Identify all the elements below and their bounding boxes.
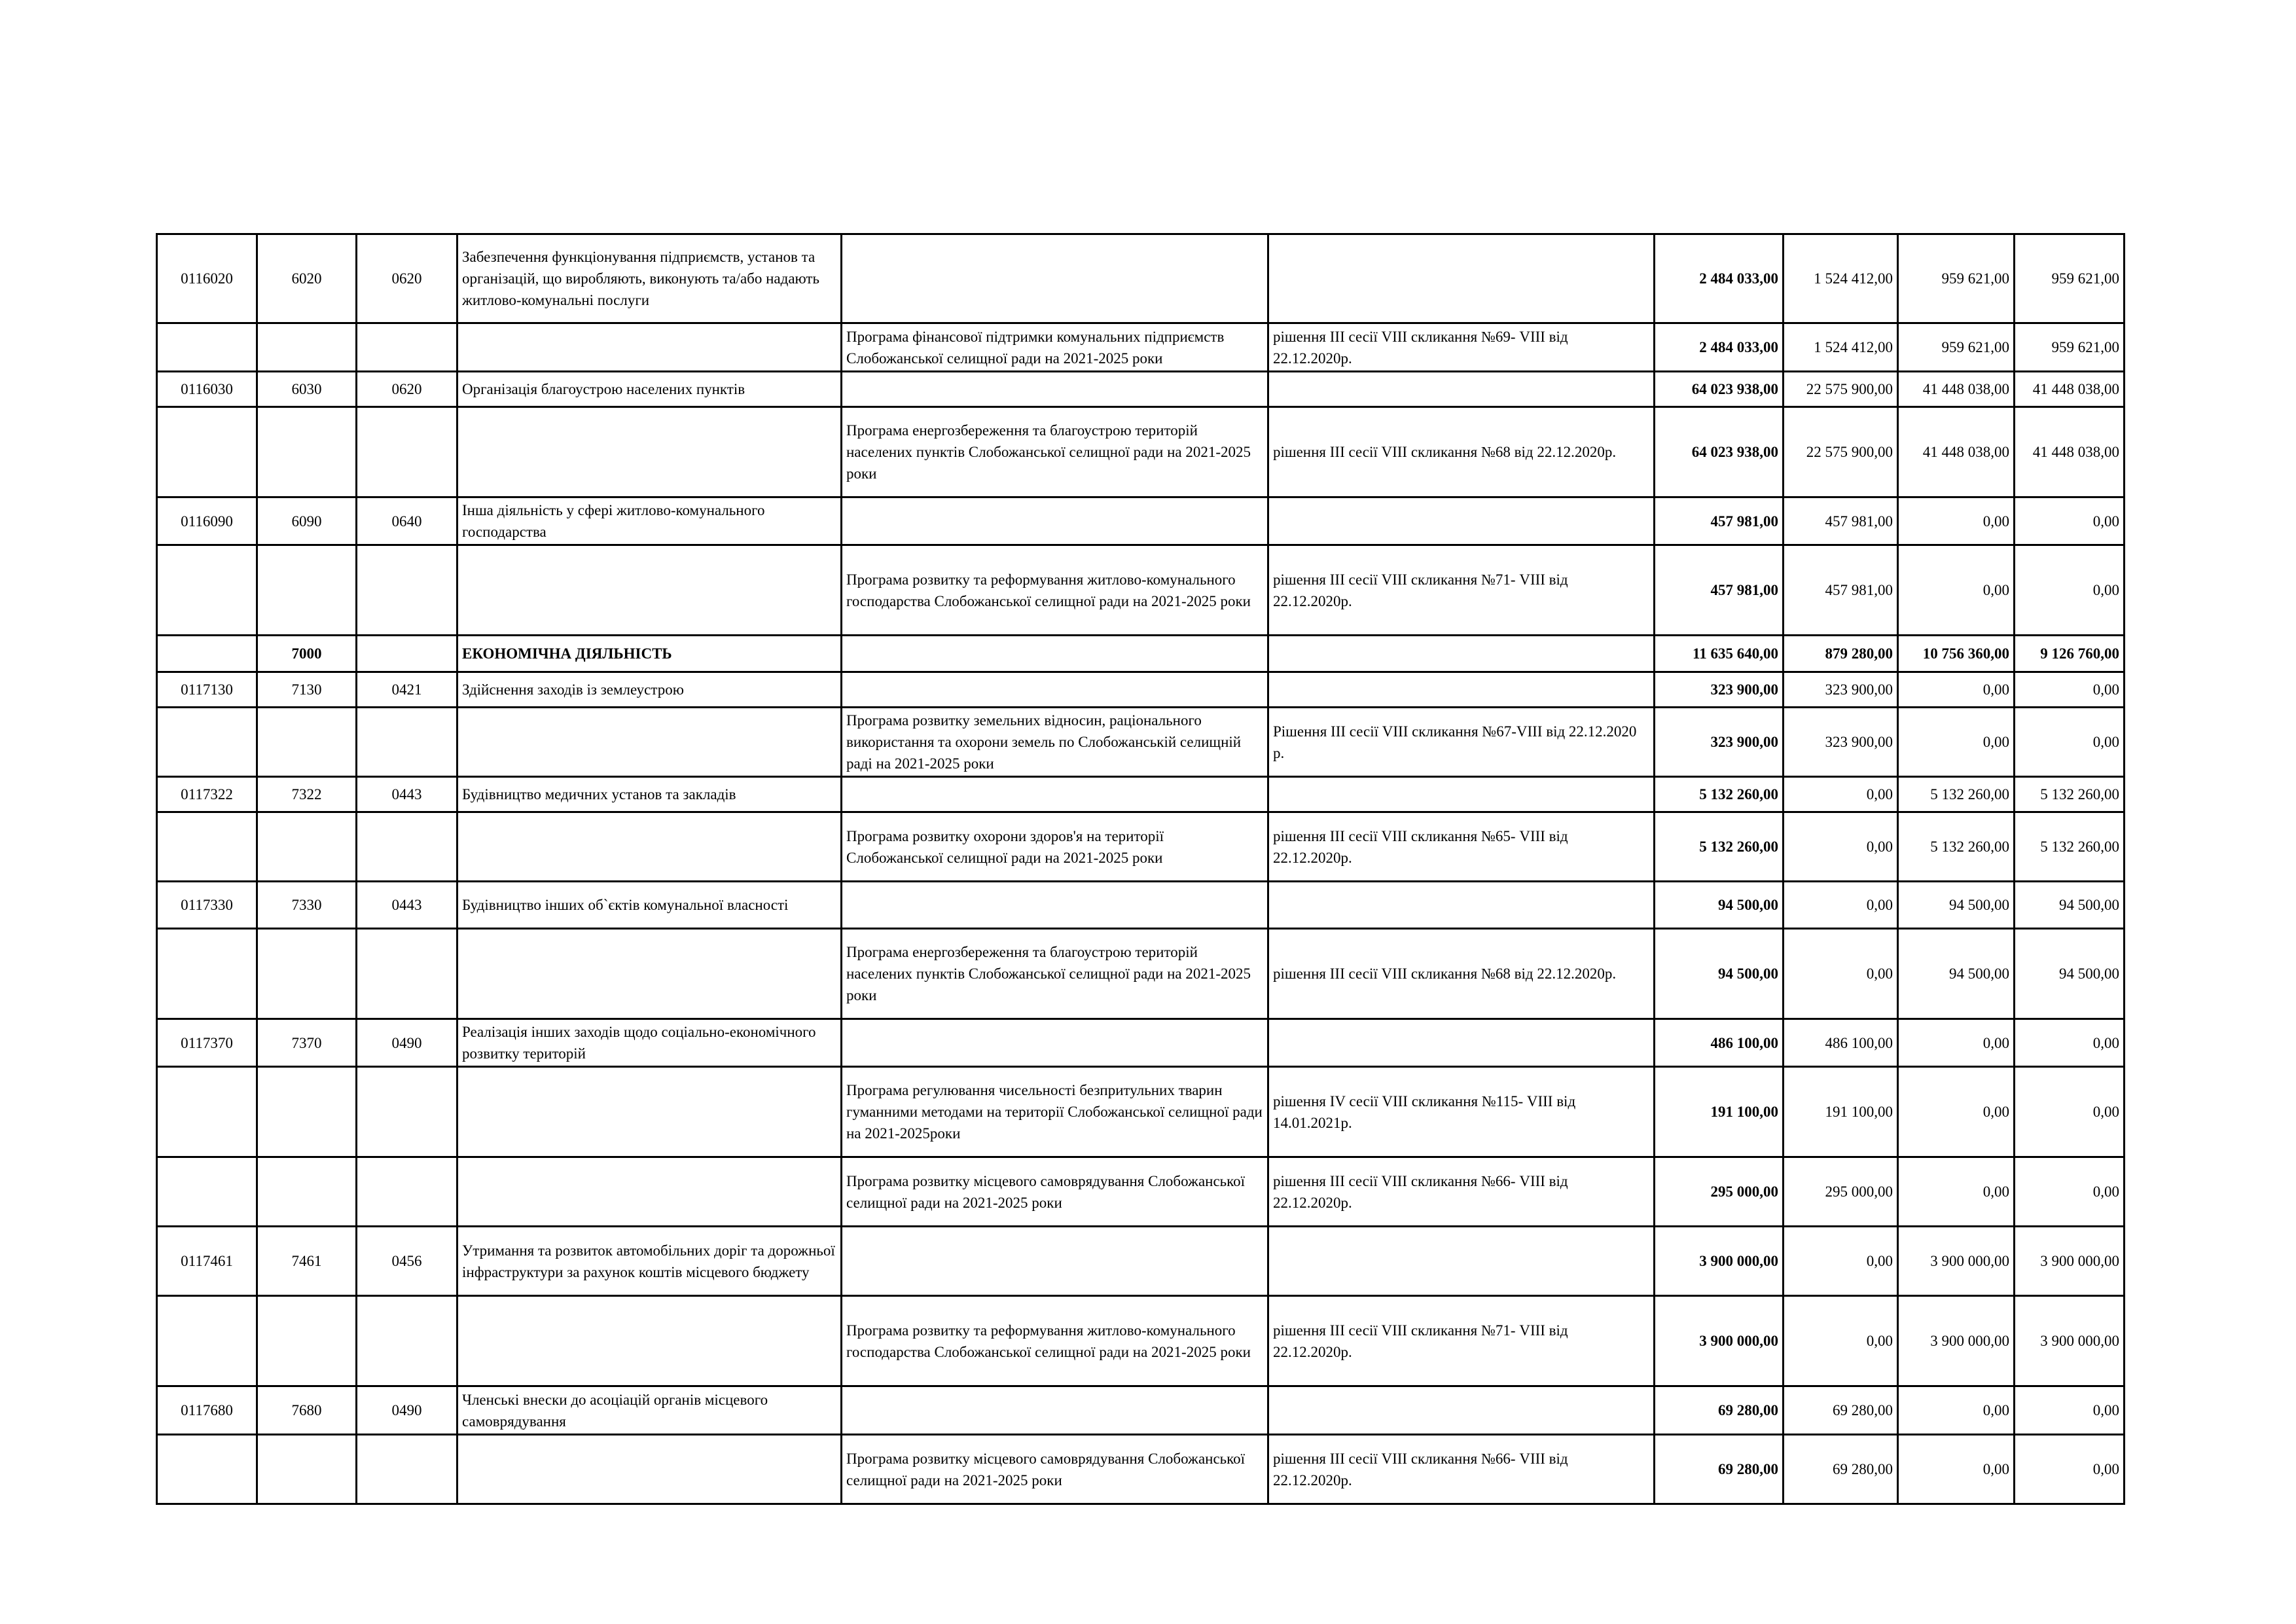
cell-development-budget: 41 448 038,00 xyxy=(2015,407,2125,497)
cell-kpkv: 0117680 xyxy=(157,1386,257,1435)
cell-kpkv xyxy=(157,929,257,1019)
cell-total: 2 484 033,00 xyxy=(1655,323,1784,372)
cell-kfk: 7322 xyxy=(257,777,357,812)
cell-development-budget: 5 132 260,00 xyxy=(2015,777,2125,812)
cell-program xyxy=(842,777,1268,812)
cell-general-fund: 0,00 xyxy=(1784,1227,1898,1296)
cell-total: 295 000,00 xyxy=(1655,1157,1784,1227)
cell-name: Утримання та розвиток автомобільних доріг та дорожньої інфраструктури за рахунок коштів місцевого бюджету xyxy=(457,1227,842,1296)
cell-total: 94 500,00 xyxy=(1655,882,1784,929)
cell-kfk: 7461 xyxy=(257,1227,357,1296)
cell-special-fund: 0,00 xyxy=(1898,1067,2015,1157)
cell-decision: рішення ІІІ сесії VIII скликання №68 від 22.12.2020р. xyxy=(1268,929,1655,1019)
cell-total: 323 900,00 xyxy=(1655,708,1784,777)
cell-kfkvk xyxy=(357,545,457,636)
table-row xyxy=(157,323,2125,372)
table-row xyxy=(157,1067,2125,1157)
cell-kfkvk xyxy=(357,708,457,777)
document-sheet xyxy=(156,233,2123,1505)
cell-kfk xyxy=(257,1435,357,1504)
cell-name xyxy=(457,708,842,777)
cell-general-fund: 323 900,00 xyxy=(1784,708,1898,777)
cell-decision: рішення ІІІ сесії VIII скликання №66- VIII від 22.12.2020р. xyxy=(1268,1435,1655,1504)
cell-general-fund: 69 280,00 xyxy=(1784,1386,1898,1435)
cell-development-budget: 0,00 xyxy=(2015,1386,2125,1435)
cell-development-budget: 0,00 xyxy=(2015,545,2125,636)
cell-development-budget: 3 900 000,00 xyxy=(2015,1296,2125,1386)
cell-name xyxy=(457,812,842,882)
cell-kpkv: 0117461 xyxy=(157,1227,257,1296)
cell-special-fund: 0,00 xyxy=(1898,545,2015,636)
table-row xyxy=(157,545,2125,636)
cell-total: 191 100,00 xyxy=(1655,1067,1784,1157)
cell-program: Програма розвитку та реформування житлово-комунального господарства Слобожанської селищної ради на 2021-2025 роки xyxy=(842,1296,1268,1386)
cell-development-budget: 959 621,00 xyxy=(2015,234,2125,323)
cell-general-fund: 1 524 412,00 xyxy=(1784,323,1898,372)
table-row xyxy=(157,497,2125,545)
cell-general-fund: 295 000,00 xyxy=(1784,1157,1898,1227)
cell-name: Членські внески до асоціацій органів місцевого самоврядування xyxy=(457,1386,842,1435)
cell-kpkv xyxy=(157,1435,257,1504)
cell-general-fund: 69 280,00 xyxy=(1784,1435,1898,1504)
cell-kpkv xyxy=(157,323,257,372)
cell-kpkv xyxy=(157,545,257,636)
cell-kfkvk: 0640 xyxy=(357,497,457,545)
cell-kfk xyxy=(257,545,357,636)
cell-name xyxy=(457,323,842,372)
cell-total: 64 023 938,00 xyxy=(1655,407,1784,497)
cell-special-fund: 959 621,00 xyxy=(1898,323,2015,372)
table-row xyxy=(157,672,2125,708)
cell-kfk xyxy=(257,1067,357,1157)
cell-kfk: 7130 xyxy=(257,672,357,708)
cell-program: Програма енергозбереження та благоустрою територій населених пунктів Слобожанської селищної ради на 2021-2025 роки xyxy=(842,929,1268,1019)
cell-name: Організація благоустрою населених пунктів xyxy=(457,372,842,407)
cell-program xyxy=(842,636,1268,672)
cell-general-fund: 0,00 xyxy=(1784,1296,1898,1386)
cell-total: 5 132 260,00 xyxy=(1655,812,1784,882)
cell-program: Програма розвитку охорони здоров'я на території Слобожанської селищної ради на 2021-2025 роки xyxy=(842,812,1268,882)
cell-general-fund: 0,00 xyxy=(1784,882,1898,929)
cell-development-budget: 0,00 xyxy=(2015,672,2125,708)
cell-general-fund: 457 981,00 xyxy=(1784,497,1898,545)
cell-total: 323 900,00 xyxy=(1655,672,1784,708)
cell-kfkvk: 0421 xyxy=(357,672,457,708)
cell-special-fund: 3 900 000,00 xyxy=(1898,1227,2015,1296)
cell-total: 11 635 640,00 xyxy=(1655,636,1784,672)
cell-kfkvk: 0490 xyxy=(357,1019,457,1067)
cell-name xyxy=(457,1067,842,1157)
cell-general-fund: 0,00 xyxy=(1784,812,1898,882)
cell-kpkv: 0116030 xyxy=(157,372,257,407)
cell-program: Програма розвитку місцевого самоврядування Слобожанської селищної ради на 2021-2025 роки xyxy=(842,1435,1268,1504)
table-row xyxy=(157,1157,2125,1227)
cell-kpkv xyxy=(157,636,257,672)
cell-name: Забезпечення функціонування підприємств, установ та організацій, що виробляють, виконують та/або надають житлово-комунальні послуги xyxy=(457,234,842,323)
cell-development-budget: 41 448 038,00 xyxy=(2015,372,2125,407)
cell-kfk: 7000 xyxy=(257,636,357,672)
cell-special-fund: 94 500,00 xyxy=(1898,882,2015,929)
cell-kpkv: 0117322 xyxy=(157,777,257,812)
cell-kfkvk xyxy=(357,1435,457,1504)
cell-development-budget: 0,00 xyxy=(2015,1435,2125,1504)
cell-name xyxy=(457,407,842,497)
cell-program: Програма фінансової підтримки комунальних підприємств Слобожанської селищної ради на 2021-2025 роки xyxy=(842,323,1268,372)
cell-total: 94 500,00 xyxy=(1655,929,1784,1019)
cell-program: Програма регулювання чисельності безпритульних тварин гуманними методами на території Слобожанської селищної ради на 2021-2025роки xyxy=(842,1067,1268,1157)
cell-special-fund: 5 132 260,00 xyxy=(1898,777,2015,812)
cell-kfk: 7330 xyxy=(257,882,357,929)
cell-decision xyxy=(1268,234,1655,323)
cell-total: 69 280,00 xyxy=(1655,1386,1784,1435)
cell-name xyxy=(457,545,842,636)
cell-kpkv xyxy=(157,1067,257,1157)
table-row xyxy=(157,929,2125,1019)
cell-total: 69 280,00 xyxy=(1655,1435,1784,1504)
cell-kfk xyxy=(257,1157,357,1227)
cell-kpkv: 0116090 xyxy=(157,497,257,545)
cell-general-fund: 879 280,00 xyxy=(1784,636,1898,672)
cell-total: 3 900 000,00 xyxy=(1655,1227,1784,1296)
cell-decision xyxy=(1268,882,1655,929)
cell-program xyxy=(842,497,1268,545)
cell-total: 5 132 260,00 xyxy=(1655,777,1784,812)
cell-kfkvk xyxy=(357,812,457,882)
cell-kpkv xyxy=(157,1296,257,1386)
cell-kpkv xyxy=(157,1157,257,1227)
cell-general-fund: 22 575 900,00 xyxy=(1784,372,1898,407)
cell-kpkv: 0116020 xyxy=(157,234,257,323)
cell-name xyxy=(457,1435,842,1504)
table-row xyxy=(157,882,2125,929)
cell-program xyxy=(842,1386,1268,1435)
cell-program: Програма розвитку земельних відносин, раціонального використання та охорони земель по Слобожанській селищній раді на 2021-2025 роки xyxy=(842,708,1268,777)
cell-total: 457 981,00 xyxy=(1655,497,1784,545)
cell-kfkvk: 0443 xyxy=(357,777,457,812)
cell-development-budget: 0,00 xyxy=(2015,708,2125,777)
table-row xyxy=(157,812,2125,882)
cell-general-fund: 1 524 412,00 xyxy=(1784,234,1898,323)
cell-special-fund: 0,00 xyxy=(1898,1435,2015,1504)
cell-program xyxy=(842,234,1268,323)
cell-decision: рішення ІІІ сесії VIII скликання №69- VIII від 22.12.2020р. xyxy=(1268,323,1655,372)
cell-development-budget: 0,00 xyxy=(2015,1019,2125,1067)
cell-kfk: 7680 xyxy=(257,1386,357,1435)
cell-general-fund: 0,00 xyxy=(1784,777,1898,812)
cell-kfk: 6030 xyxy=(257,372,357,407)
cell-kfk xyxy=(257,323,357,372)
cell-special-fund: 0,00 xyxy=(1898,497,2015,545)
cell-kfkvk: 0620 xyxy=(357,234,457,323)
cell-decision: рішення IV сесії VIII скликання №115- VIII від 14.01.2021р. xyxy=(1268,1067,1655,1157)
cell-special-fund: 0,00 xyxy=(1898,708,2015,777)
cell-kpkv: 0117370 xyxy=(157,1019,257,1067)
cell-decision xyxy=(1268,1386,1655,1435)
cell-decision: рішення ІІІ сесії VIII скликання №71- VIII від 22.12.2020р. xyxy=(1268,545,1655,636)
cell-kfkvk: 0456 xyxy=(357,1227,457,1296)
cell-kpkv xyxy=(157,812,257,882)
cell-kfk: 7370 xyxy=(257,1019,357,1067)
cell-decision: рішення ІІІ сесії VIII скликання №71- VIII від 22.12.2020р. xyxy=(1268,1296,1655,1386)
cell-decision: Рішення ІІІ сесії VIII скликання №67-VIII від 22.12.2020 р. xyxy=(1268,708,1655,777)
cell-total: 457 981,00 xyxy=(1655,545,1784,636)
cell-kfkvk: 0490 xyxy=(357,1386,457,1435)
cell-general-fund: 486 100,00 xyxy=(1784,1019,1898,1067)
cell-total: 3 900 000,00 xyxy=(1655,1296,1784,1386)
cell-decision xyxy=(1268,1019,1655,1067)
cell-name: Будівництво медичних установ та закладів xyxy=(457,777,842,812)
cell-kfkvk: 0620 xyxy=(357,372,457,407)
cell-special-fund: 959 621,00 xyxy=(1898,234,2015,323)
cell-development-budget: 0,00 xyxy=(2015,497,2125,545)
cell-special-fund: 94 500,00 xyxy=(1898,929,2015,1019)
table-row xyxy=(157,708,2125,777)
cell-development-budget: 0,00 xyxy=(2015,1067,2125,1157)
cell-kfk xyxy=(257,1296,357,1386)
cell-decision: рішення ІІІ сесії VIII скликання №65- VIII від 22.12.2020р. xyxy=(1268,812,1655,882)
cell-name xyxy=(457,1157,842,1227)
cell-decision xyxy=(1268,1227,1655,1296)
cell-kfk: 6090 xyxy=(257,497,357,545)
cell-kfkvk xyxy=(357,323,457,372)
cell-general-fund: 0,00 xyxy=(1784,929,1898,1019)
cell-kfkvk xyxy=(357,407,457,497)
cell-kfk xyxy=(257,407,357,497)
cell-decision: рішення ІІІ сесії VIII скликання №66- VIII від 22.12.2020р. xyxy=(1268,1157,1655,1227)
cell-name xyxy=(457,929,842,1019)
table-row xyxy=(157,407,2125,497)
table-row xyxy=(157,1386,2125,1435)
cell-special-fund: 5 132 260,00 xyxy=(1898,812,2015,882)
cell-general-fund: 22 575 900,00 xyxy=(1784,407,1898,497)
cell-name xyxy=(457,1296,842,1386)
cell-name: ЕКОНОМІЧНА ДІЯЛЬНІСТЬ xyxy=(457,636,842,672)
cell-general-fund: 191 100,00 xyxy=(1784,1067,1898,1157)
cell-kpkv: 0117330 xyxy=(157,882,257,929)
cell-special-fund: 0,00 xyxy=(1898,1157,2015,1227)
cell-development-budget: 94 500,00 xyxy=(2015,882,2125,929)
cell-kfkvk xyxy=(357,1067,457,1157)
table-row xyxy=(157,1227,2125,1296)
cell-program xyxy=(842,372,1268,407)
cell-development-budget: 0,00 xyxy=(2015,1157,2125,1227)
cell-development-budget: 959 621,00 xyxy=(2015,323,2125,372)
cell-name: Здійснення заходів із землеустрою xyxy=(457,672,842,708)
cell-development-budget: 5 132 260,00 xyxy=(2015,812,2125,882)
cell-kfkvk: 0443 xyxy=(357,882,457,929)
table-body xyxy=(157,234,2125,1504)
cell-development-budget: 94 500,00 xyxy=(2015,929,2125,1019)
cell-program xyxy=(842,882,1268,929)
cell-kfk xyxy=(257,708,357,777)
cell-program xyxy=(842,1019,1268,1067)
table-row xyxy=(157,234,2125,323)
cell-decision xyxy=(1268,777,1655,812)
cell-kpkv xyxy=(157,708,257,777)
cell-kfk xyxy=(257,929,357,1019)
budget-programs-table xyxy=(156,233,2125,1505)
cell-decision: рішення ІІІ сесії VIII скликання №68 від 22.12.2020р. xyxy=(1268,407,1655,497)
cell-program xyxy=(842,672,1268,708)
table-row xyxy=(157,372,2125,407)
cell-general-fund: 323 900,00 xyxy=(1784,672,1898,708)
cell-program: Програма енергозбереження та благоустрою територій населених пунктів Слобожанської селищної ради на 2021-2025 роки xyxy=(842,407,1268,497)
cell-kpkv: 0117130 xyxy=(157,672,257,708)
cell-kfk xyxy=(257,812,357,882)
cell-total: 64 023 938,00 xyxy=(1655,372,1784,407)
cell-special-fund: 0,00 xyxy=(1898,1386,2015,1435)
cell-program xyxy=(842,1227,1268,1296)
cell-special-fund: 3 900 000,00 xyxy=(1898,1296,2015,1386)
cell-kfkvk xyxy=(357,636,457,672)
cell-total: 486 100,00 xyxy=(1655,1019,1784,1067)
cell-name: Реалізація інших заходів щодо соціально-економічного розвитку територій xyxy=(457,1019,842,1067)
cell-name: Будівництво інших об`єктів комунальної власності xyxy=(457,882,842,929)
cell-special-fund: 41 448 038,00 xyxy=(1898,407,2015,497)
cell-name: Інша діяльність у сфері житлово-комунального господарства xyxy=(457,497,842,545)
cell-special-fund: 41 448 038,00 xyxy=(1898,372,2015,407)
cell-special-fund: 0,00 xyxy=(1898,672,2015,708)
cell-total: 2 484 033,00 xyxy=(1655,234,1784,323)
cell-kfk: 6020 xyxy=(257,234,357,323)
cell-kfkvk xyxy=(357,929,457,1019)
cell-kpkv xyxy=(157,407,257,497)
table-row xyxy=(157,1435,2125,1504)
table-row xyxy=(157,636,2125,672)
cell-kfkvk xyxy=(357,1157,457,1227)
table-row xyxy=(157,1296,2125,1386)
cell-special-fund: 0,00 xyxy=(1898,1019,2015,1067)
cell-decision xyxy=(1268,636,1655,672)
cell-decision xyxy=(1268,497,1655,545)
cell-decision xyxy=(1268,372,1655,407)
cell-general-fund: 457 981,00 xyxy=(1784,545,1898,636)
cell-decision xyxy=(1268,672,1655,708)
table-row xyxy=(157,1019,2125,1067)
cell-program: Програма розвитку та реформування житлово-комунального господарства Слобожанської селищної ради на 2021-2025 роки xyxy=(842,545,1268,636)
cell-development-budget: 3 900 000,00 xyxy=(2015,1227,2125,1296)
cell-kfkvk xyxy=(357,1296,457,1386)
cell-special-fund: 10 756 360,00 xyxy=(1898,636,2015,672)
table-row xyxy=(157,777,2125,812)
cell-program: Програма розвитку місцевого самоврядування Слобожанської селищної ради на 2021-2025 роки xyxy=(842,1157,1268,1227)
cell-development-budget: 9 126 760,00 xyxy=(2015,636,2125,672)
